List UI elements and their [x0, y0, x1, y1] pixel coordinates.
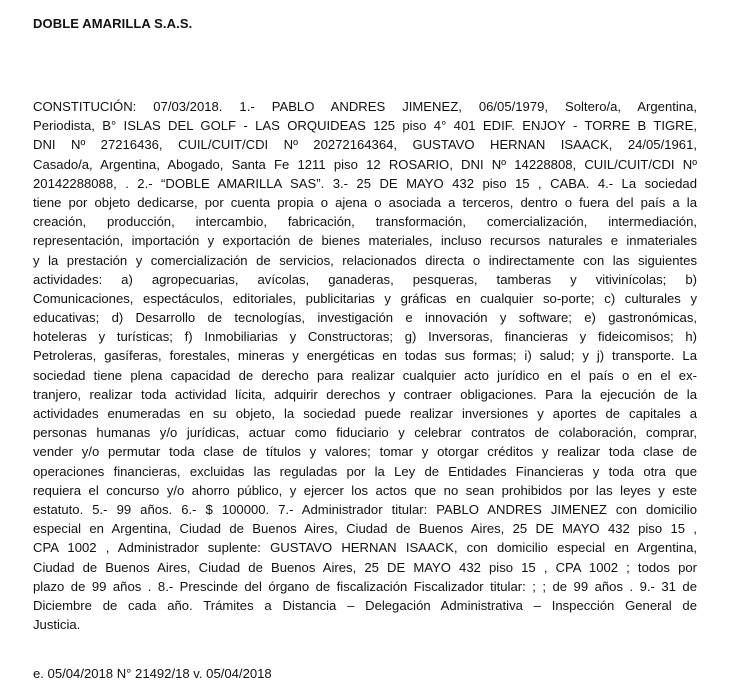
body-line: actividades: a) agropecuarias, avícolas, ganaderas, pesqueras, tamberas y vitivinícolas; b)	[33, 271, 697, 287]
document-title: DOBLE AMARILLA S.A.S.	[33, 16, 193, 31]
body-line: representación, importación y exportación de bienes materiales, incluso recursos naturales e inmateriales	[33, 233, 697, 249]
body-line: creación, producción, intercambio, fabricación, transformación, comercialización, intermediación,	[33, 214, 697, 230]
body-line: estatuto. 5.- 99 años. 6.- $ 100000. 7.- Administrador titular: PABLO ANDRES JIMENEZ con domicilio	[33, 501, 697, 517]
body-line: Comunicaciones, espectáculos, editoriales, publicitarias y gráficas en cualquier so-porte; c) culturales y	[33, 290, 697, 306]
body-line: Diciembre de cada año. Trámites a Distancia – Delegación Administrativa – Inspección General de	[33, 597, 697, 613]
body-line: 20142288088, . 2.- “DOBLE AMARILLA SAS”. 3.- 25 DE MAYO 432 piso 15 , CABA. 4.- La sociedad	[33, 175, 697, 191]
body-line: Casado/a, Argentina, Abogado, Santa Fe 1211 piso 12 ROSARIO, DNI Nº 14228808, CUIL/CUIT/CDI Nº	[33, 156, 697, 172]
body-line: Justicia.	[33, 617, 81, 633]
body-line: vender y/o permutar toda clase de títulos y valores; tomar y otorgar créditos y realizar toda clase de	[33, 444, 697, 460]
body-line: y la prestación y comercialización de servicios, relacionados directa o indirectamente con las siguientes	[33, 252, 697, 268]
body-line: DNI Nº 27216436, CUIL/CUIT/CDI Nº 20272164364, GUSTAVO HERNAN ISAACK, 24/05/1961,	[33, 137, 697, 153]
body-line: tiene por objeto dedicarse, por cuenta propia o ajena o asociada a terceros, dentro o fuera del país a la	[33, 194, 697, 210]
body-line: plazo de 99 años . 8.- Prescinde del órgano de fiscalización Fiscalizador titular: ; ; de 99 años . 9.- 31 de	[33, 578, 697, 594]
body-line: Periodista, B° ISLAS DEL GOLF - LAS ORQUIDEAS 125 piso 4° 401 EDIF. ENJOY - TORRE B TIGRE,	[33, 118, 697, 134]
body-line: hoteleras y turísticas; f) Inmobiliarias y Constructoras; g) Inversoras, financieras y fideicomisos; h)	[33, 329, 697, 345]
body-line: especial en Argentina, Ciudad de Buenos Aires, Ciudad de Buenos Aires, 25 DE MAYO 432 piso 15 ,	[33, 521, 697, 537]
body-line: tranjero, realizar toda actividad lícita, adquirir derechos y contraer obligaciones. Para la ejecución de la	[33, 386, 697, 402]
body-line: CONSTITUCIÓN: 07/03/2018. 1.- PABLO ANDRES JIMENEZ, 06/05/1979, Soltero/a, Argentina,	[33, 99, 697, 114]
body-line: operaciones financieras, excluidas las reguladas por la Ley de Entidades Financieras y toda otra que	[33, 463, 697, 479]
publication-footer: e. 05/04/2018 N° 21492/18 v. 05/04/2018	[33, 666, 272, 681]
body-line: personas humanas y/o jurídicas, actuar como fiduciario y celebrar contratos de colaboración, comprar,	[33, 425, 697, 441]
body-line: Ciudad de Buenos Aires, Ciudad de Buenos Aires, 25 DE MAYO 432 piso 15 , CPA 1002 ; todos por	[33, 559, 697, 575]
body-line: requiera el concurso y/o ahorro público, y ejercer los actos que no sean prohibidos por las leyes y este	[33, 482, 697, 498]
body-line: educativas; d) Desarrollo de tecnologías, investigación e innovación y software; e) gastronómicas,	[33, 310, 697, 326]
body-line: Petroleras, gasíferas, forestales, mineras y energéticas en todas sus formas; i) salud; y j) transporte. La	[33, 348, 697, 364]
document-body	[33, 97, 697, 634]
body-line: actividades enumeradas en su objeto, la sociedad puede realizar inversiones y aportes de capitales a	[33, 406, 697, 421]
body-line: CPA 1002 , Administrador suplente: GUSTAVO HERNAN ISAACK, con domicilio especial en Argentina,	[33, 540, 697, 556]
body-line: sociedad tiene plena capacidad de derecho para realizar cualquier acto jurídico en el país o en el ex-	[33, 367, 697, 383]
